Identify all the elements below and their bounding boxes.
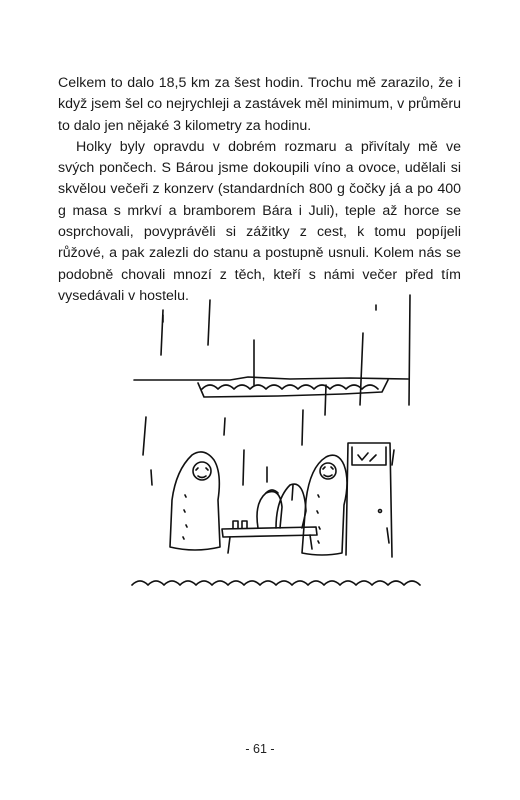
page-number: - 61 - [245,742,275,756]
tarp [134,377,408,397]
door [346,443,392,557]
rain-strokes [143,295,410,543]
paragraph-1: Celkem to dalo 18,5 km za šest hodin. Trochu mě zarazilo, že i když jsem šel co nejrychleji a zastávek měl minimum, v průměru to dalo jen nějaké 3 kilometry za hodinu. [58,75,461,134]
poncho-figure-left [170,452,220,550]
ground-water [132,581,420,585]
sitting-figures [257,484,306,528]
body-text [58,73,461,307]
paragraph-2: Holky byly opravdu v dobrém rozmaru a přivítaly mě ve svých pončech. S Bárou jsme dokoupili víno a ovoce, udělali si skvělou večeři z konzerv (standardních 800 g čočky já a po 400 g masa s mrkví a bramborem Bára i Juli), teple až horce se osprchovali, povyprávěli si zážitky z cest, k tomu popíjeli růžové, a pak zalezli do stanu a postupně usnuli. Kolem nás se podobně chovali mnozí z těch, kteří s námi večer před tím vysedávali v hostelu. [58,138,461,304]
rainy-evening-sketch-icon [130,285,430,625]
poncho-figure-right [302,455,347,555]
